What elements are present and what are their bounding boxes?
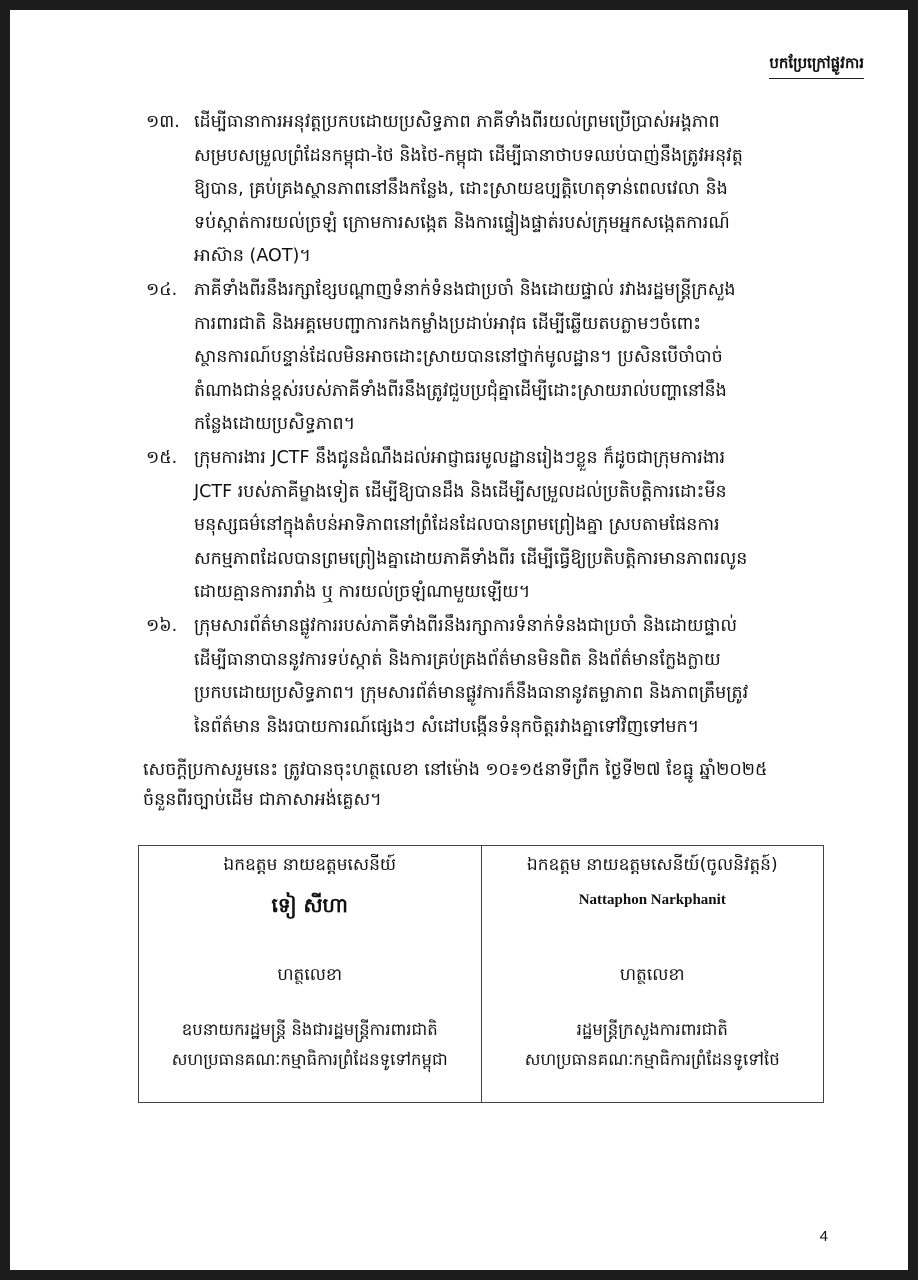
clause-line: ដោយគ្មានការរារាំង ឬ ការយល់ច្រឡំណាមួយឡើយ។ xyxy=(194,582,531,602)
signature-table xyxy=(138,845,824,1103)
clause-13 xyxy=(146,106,838,274)
clause-14 xyxy=(146,274,838,442)
signature-label: ហត្ថលេខា xyxy=(619,965,685,985)
clause-line: ប្រកបដោយប្រសិទ្ធភាព។ ក្រុមសារព័ត៌មានផ្លូវការក៏នឹងធានានូវតម្លាភាព និងភាពត្រឹមត្រូវ xyxy=(194,683,749,703)
clause-number: ១៣. xyxy=(146,112,180,132)
signatory-role: សហប្រធានគណៈកម្មាធិការព្រំដែនទូទៅថៃ xyxy=(524,1050,780,1069)
clause-line: នៃព័ត៌មាន និងរបាយការណ៍ផ្សេងៗ សំដៅបង្កើនទំនុកចិត្តរវាងគ្នាទៅវិញទៅមក។ xyxy=(194,716,700,737)
signatory-title: ឯកឧត្ដម នាយឧត្ដមសេនីយ៍(ចូលនិវត្តន៍) xyxy=(526,855,778,875)
clause-line: សកម្មភាពដែលបានព្រមព្រៀងគ្នាដោយភាគីទាំងពីរ ដើម្បីធ្វើឱ្យប្រតិបត្តិការមានភាពរលូន xyxy=(194,548,748,569)
signature-label: ហត្ថលេខា xyxy=(277,965,343,985)
signatory-title: ឯកឧត្ដម នាយឧត្ដមសេនីយ៍ xyxy=(223,855,397,875)
unofficial-translation-note: បកប្រែក្រៅផ្លូវការ xyxy=(769,54,864,79)
clause-line: JCTF របស់ភាគីម្ខាងទៀត ដើម្បីឱ្យបានដឹង និងដើម្បីសម្រួលដល់ប្រតិបត្តិការដោះមីន xyxy=(194,481,727,502)
clause-line: អាស៊ាន (AOT)។ xyxy=(194,246,311,266)
clause-line: ការពារជាតិ និងអគ្គមេបញ្ជាការកងកម្លាំងប្រដាប់អាវុធ ដើម្បីឆ្លើយតបភ្លាមៗចំពោះ xyxy=(194,313,701,334)
signatory-name: ទៀ សីហា xyxy=(271,893,348,917)
clause-line: ក្រុមសារព័ត៌មានផ្លូវការរបស់ភាគីទាំងពីរនឹងរក្សាការទំនាក់ទំនងជាប្រចាំ និងដោយផ្ទាល់ xyxy=(194,616,738,636)
signature-cambodia xyxy=(139,846,482,1102)
closing-line: សេចក្ដីប្រកាសរួមនេះ ត្រូវបានចុះហត្ថលេខា នៅម៉ោង ១០៖១៥នាទីព្រឹក ថ្ងៃទី២៧ ខែធ្នូ ឆ្នាំ២០២៥ xyxy=(143,760,768,780)
clause-line: ទប់ស្កាត់ការយល់ច្រឡំ ក្រោមការសង្កេត និងការផ្ទៀងផ្ទាត់របស់ក្រុមអ្នកសង្កេតការណ៍ xyxy=(194,212,730,233)
clause-line: ដើម្បីធានាការអនុវត្តប្រកបដោយប្រសិទ្ធភាព ភាគីទាំងពីរយល់ព្រមប្រើប្រាស់អង្គភាព xyxy=(194,112,720,132)
clause-line: ភាគីទាំងពីរនឹងរក្សាខ្សែបណ្ដាញទំនាក់ទំនងជាប្រចាំ និងដោយផ្ទាល់ រវាងរដ្ឋមន្ត្រីក្រសួង xyxy=(194,280,736,300)
signatory-role: សហប្រធានគណៈកម្មាធិការព្រំដែនទូទៅកម្ពុជា xyxy=(171,1050,448,1069)
clause-line: ស្ថានការណ៍បន្ទាន់ដែលមិនអាចដោះស្រាយបាននៅថ្នាក់មូលដ្ឋាន។ ប្រសិនបើចាំបាច់ xyxy=(194,347,723,367)
clause-line: សម្របសម្រួលព្រំដែនកម្ពុជា-ថៃ និងថៃ-កម្ពុជា ដើម្បីធានាថាបទឈប់បាញ់នឹងត្រូវអនុវត្ត xyxy=(194,145,743,166)
closing-line: ចំនួនពីរច្បាប់ដើម ជាភាសាអង់គ្លេស។ xyxy=(143,790,382,810)
document-page xyxy=(10,10,908,1270)
page-number: 4 xyxy=(819,1228,828,1245)
clause-line: ក្រុមការងារ JCTF នឹងជូនដំណឹងដល់អាជ្ញាធរមូលដ្ឋានរៀងៗខ្លួន ក៏ដូចជាក្រុមការងារ xyxy=(194,448,726,468)
signatory-role: ឧបនាយករដ្ឋមន្ត្រី និងជារដ្ឋមន្ត្រីការពារជាតិ xyxy=(181,1020,438,1039)
clause-number: ១៤. xyxy=(146,280,178,300)
signature-thailand xyxy=(482,846,824,1102)
clause-number: ១៥. xyxy=(146,448,178,468)
clause-15 xyxy=(146,442,838,610)
signatory-role: រដ្ឋមន្ត្រីក្រសួងការពារជាតិ xyxy=(576,1020,728,1039)
clause-number: ១៦. xyxy=(146,616,178,636)
closing-statement xyxy=(143,755,843,815)
clause-line: មនុស្សធម៌នៅក្នុងតំបន់អាទិភាពនៅព្រំដែនដែលបានព្រមព្រៀងគ្នា ស្របតាមផែនការ xyxy=(194,515,720,535)
clause-16 xyxy=(146,610,838,744)
clause-line: កន្លែងដោយប្រសិទ្ធភាព។ xyxy=(194,414,356,434)
clause-line: ដើម្បីធានាបាននូវការទប់ស្កាត់ និងការគ្រប់គ្រងព័ត៌មានមិនពិត និងព័ត៌មានក្លែងក្លាយ xyxy=(194,649,721,670)
clause-line: តំណាងជាន់ខ្ពស់របស់ភាគីទាំងពីរនឹងត្រូវជួបប្រជុំគ្នាដើម្បីដោះស្រាយរាល់បញ្ហានៅនឹង xyxy=(194,380,727,401)
signatory-name: Nattaphon Narkphanit xyxy=(578,892,726,908)
clause-line: ឱ្យបាន, គ្រប់គ្រងស្ថានភាពនៅនឹងកន្លែង, ដោះស្រាយឧប្បត្តិហេតុទាន់ពេលវេលា និង xyxy=(194,179,728,199)
